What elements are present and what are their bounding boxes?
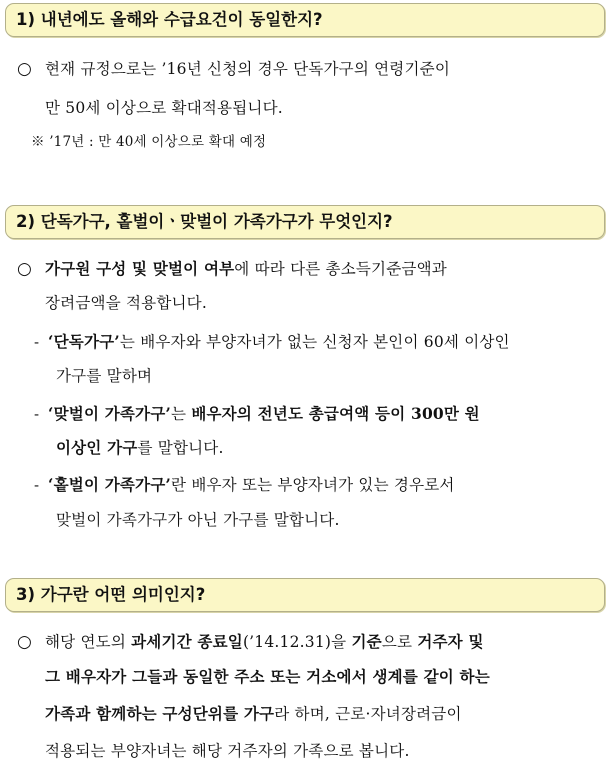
s2-d1-line1 xyxy=(48,331,510,353)
s2-d2-line1 xyxy=(48,403,480,425)
s3-p1-l3-rest: 라 하며, 근로·자녀장려금이 xyxy=(274,705,462,723)
dash-marker: - xyxy=(34,476,40,494)
s3-p1-a: 해당 연도의 xyxy=(45,633,132,651)
s1-p1-line1: 현재 규정으로는 ’16년 신청의 경우 단독가구의 연령기준이 xyxy=(45,60,450,78)
s2-p1-bold: 가구원 구성 및 맞벌이 여부 xyxy=(45,259,235,278)
s3-p1-e: 으로 xyxy=(381,633,418,651)
s3-p1-line3 xyxy=(45,703,462,725)
s2-d1-bold: ‘단독가구’ xyxy=(48,332,120,351)
dash-marker: - xyxy=(34,405,40,423)
s3-p1-line2: 그 배우자가 그들과 동일한 주소 또는 거소에서 생계를 같이 하는 xyxy=(45,667,490,686)
s2-p1-line2: 장려금액을 적용합니다. xyxy=(45,294,207,312)
s3-p1-l3-bold: 가족과 함께하는 구성단위를 가구 xyxy=(45,704,275,723)
s2-d2-bold: ‘맞벌이 가족가구’ xyxy=(48,404,172,423)
bullet-circle: ○ xyxy=(17,259,32,279)
s2-d2-bold2: 배우자의 전년도 총급여액 등이 300만 원 xyxy=(191,404,480,423)
s2-d3-line1 xyxy=(48,474,455,496)
dash-marker: - xyxy=(34,333,40,351)
s2-d2-l2-rest: 를 말합니다. xyxy=(137,439,224,457)
s1-p1-line2: 만 50세 이상으로 확대적용됩니다. xyxy=(45,99,283,117)
s3-p1-f: 거주자 및 xyxy=(417,632,484,651)
s2-d1-line2: 가구를 말하며 xyxy=(56,367,153,385)
s2-d3-bold: ‘홑벌이 가족가구’ xyxy=(48,475,172,494)
s3-p1-c: (’14.12.31)을 xyxy=(242,633,352,651)
section-1-heading: 1) 내년에도 올해와 수급요건이 동일한지? xyxy=(5,3,605,37)
s3-p1-line4: 적용되는 부양자녀는 해당 거주자의 가족으로 봅니다. xyxy=(45,742,410,760)
s3-p1-b: 과세기간 종료일 xyxy=(131,632,243,651)
s2-d2-line2 xyxy=(56,437,224,459)
section-3-heading: 3) 가구란 어떤 의미인지? xyxy=(5,578,605,612)
bullet-circle: ○ xyxy=(17,632,32,652)
s2-d3-line2: 맞벌이 가족가구가 아닌 가구를 말합니다. xyxy=(56,511,340,529)
section-2-heading: 2) 단독가구, 홑벌이ㆍ맞벌이 가족가구가 무엇인지? xyxy=(5,205,605,239)
s3-p1-d: 기준 xyxy=(351,632,382,651)
s2-p1-rest: 에 따라 다른 총소득기준금액과 xyxy=(234,260,447,278)
s1-note: ※ ’17년 : 만 40세 이상으로 확대 예정 xyxy=(31,134,267,150)
s2-d2-l2-bold: 이상인 가구 xyxy=(56,438,138,457)
s2-d3-rest: 란 배우자 또는 부양자녀가 있는 경우로서 xyxy=(171,476,455,494)
s2-d1-rest: 는 배우자와 부양자녀가 없는 신청자 본인이 60세 이상인 xyxy=(119,333,510,351)
s2-p1-line1 xyxy=(45,258,447,280)
s3-p1-line1 xyxy=(45,631,484,653)
bullet-circle: ○ xyxy=(17,59,32,79)
s2-d2-mid: 는 xyxy=(171,405,192,423)
